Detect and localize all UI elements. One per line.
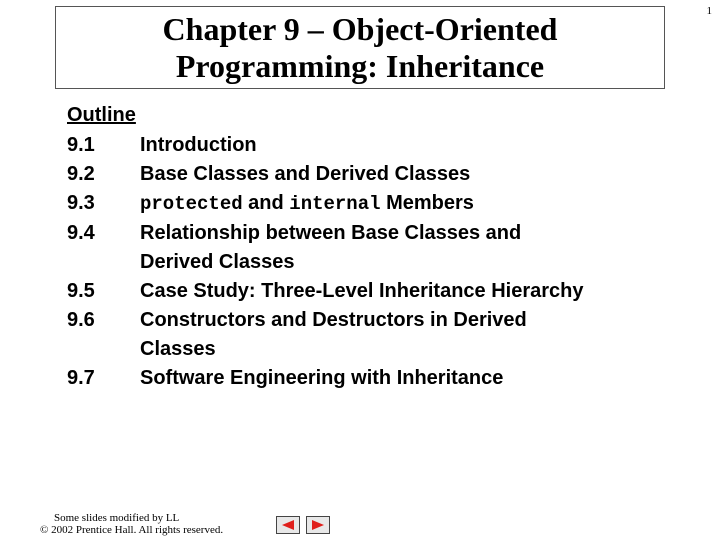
outline-item-number: 9.2 <box>67 163 95 185</box>
outline-item-number: 9.1 <box>67 134 95 156</box>
outline-item-text-line: Relationship between Base Classes and <box>140 222 522 244</box>
footer <box>40 512 223 536</box>
outline-item-text-line: Classes <box>140 338 216 360</box>
previous-slide-button[interactable] <box>276 516 300 534</box>
page-number: 1 <box>706 5 712 17</box>
outline-heading: Outline <box>67 104 136 126</box>
right-arrow-icon <box>310 519 326 531</box>
outline-item <box>67 219 707 277</box>
outline-item-number: 9.6 <box>67 309 95 331</box>
title-box <box>55 6 665 89</box>
left-arrow-icon <box>280 519 296 531</box>
title-line-1: Chapter 9 – Object-Oriented <box>162 10 558 47</box>
outline-item-text-line: Constructors and Destructors in Derived <box>140 309 527 331</box>
outline-item-text: Introduction <box>140 134 257 156</box>
outline-item <box>67 189 707 219</box>
outline-item-text <box>140 306 527 364</box>
outline-item-text <box>140 219 521 277</box>
outline-item-text <box>140 189 474 219</box>
outline-item-text-line: Derived Classes <box>140 251 295 273</box>
outline-item-number: 9.5 <box>67 280 95 302</box>
outline-item-number: 9.3 <box>67 192 95 214</box>
outline-item-number: 9.7 <box>67 367 95 389</box>
outline-item-text: Base Classes and Derived Classes <box>140 163 471 185</box>
footer-modified-note: Some slides modified by LL <box>54 512 180 524</box>
outline-item-text: Software Engineering with Inheritance <box>140 367 504 389</box>
outline-item-text: Case Study: Three-Level Inheritance Hierarchy <box>140 280 584 302</box>
outline-item <box>67 131 707 160</box>
outline-item-text-tail: Members <box>380 192 474 214</box>
outline-item <box>67 364 707 393</box>
outline-item <box>67 306 707 364</box>
keyword-internal: internal <box>289 193 381 215</box>
outline-item-number: 9.4 <box>67 222 95 244</box>
next-slide-button[interactable] <box>306 516 330 534</box>
outline-item <box>67 277 707 306</box>
outline-item-text-mid: and <box>242 192 290 214</box>
outline-list <box>67 131 707 393</box>
title-line-2: Programming: Inheritance <box>175 47 545 84</box>
footer-copyright: © 2002 Prentice Hall. All rights reserved. <box>40 524 224 536</box>
outline-item <box>67 160 707 189</box>
keyword-protected: protected <box>140 193 243 215</box>
